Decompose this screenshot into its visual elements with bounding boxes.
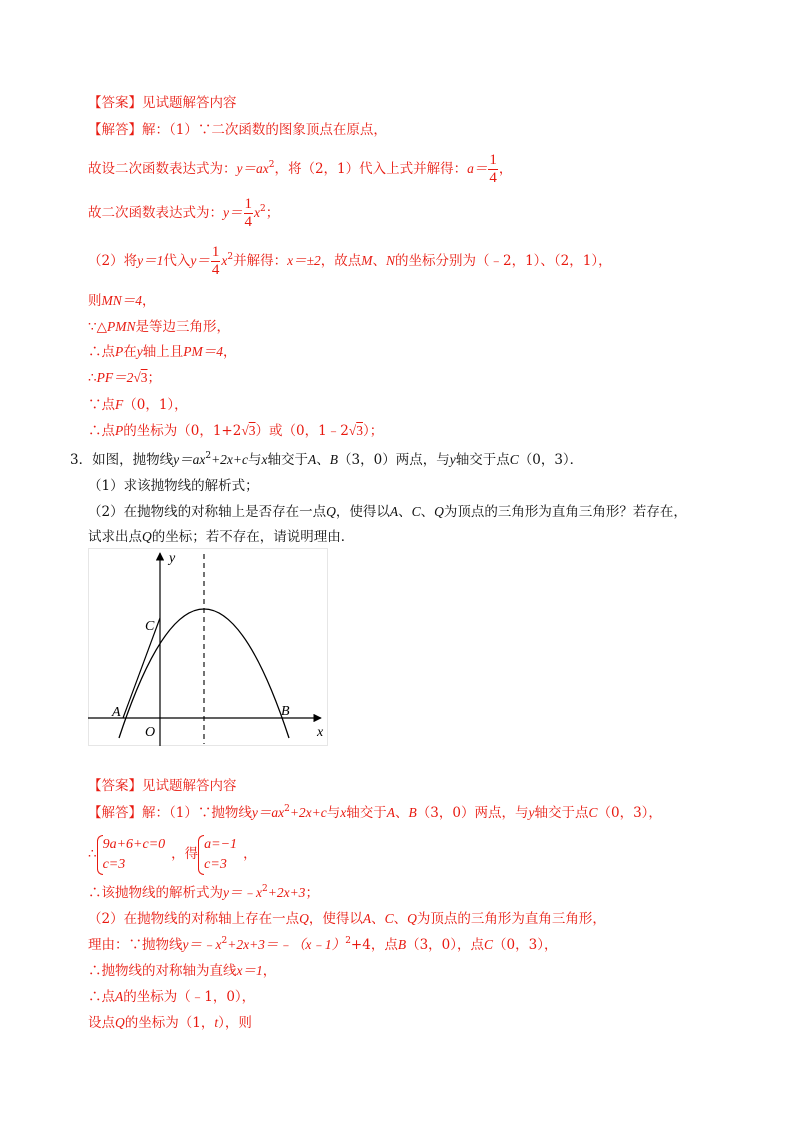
text: ）或（0，1﹣2 — [255, 423, 349, 439]
fraction — [211, 244, 221, 279]
radicand: 3 — [140, 370, 148, 385]
text: （0，3）， — [597, 805, 662, 821]
fraction-numerator: 1 — [489, 152, 497, 168]
text: ∵△ — [88, 319, 107, 335]
text: 的坐标为（1， — [124, 1015, 215, 1031]
variable: y — [449, 452, 456, 467]
text: ， — [243, 846, 257, 862]
text: 轴交于点 — [455, 452, 510, 468]
origin-label: O — [145, 725, 156, 740]
text: 并解得： — [233, 253, 288, 269]
radical-sign: √ — [241, 423, 249, 438]
text: 的坐标为（﹣1，0）， — [123, 989, 256, 1005]
solution-line-10 — [88, 422, 383, 440]
text: （3，0），点 — [406, 937, 485, 953]
formula: x＝±2 — [287, 253, 321, 268]
fraction-numerator: 1 — [244, 196, 252, 212]
formula: x＝1 — [236, 963, 263, 978]
equation-system-2 — [198, 835, 243, 875]
text: 解：（1）∵抛物线 — [142, 805, 252, 821]
point-label: A — [115, 989, 124, 1004]
answer-line — [88, 94, 237, 112]
solution-line-3 — [88, 196, 279, 230]
point-label: C — [484, 937, 494, 952]
equation-row: 9a+6+c=0 — [102, 836, 166, 852]
radicand: 3 — [248, 423, 256, 438]
fraction-numerator: 1 — [211, 244, 220, 260]
q3-solution-line-5 — [88, 936, 557, 954]
solution-line-9 — [88, 396, 188, 414]
variable: y — [136, 344, 143, 359]
q3-solution-line-7 — [88, 988, 255, 1006]
text: 为顶点的三角形为直角三角形， — [416, 911, 606, 927]
fraction-denominator: 4 — [211, 262, 220, 278]
text: ∴ — [88, 370, 97, 386]
point-label: A — [389, 504, 399, 519]
radical-sign: √ — [348, 423, 357, 438]
radicand: 3 — [356, 423, 363, 438]
radical — [349, 423, 363, 438]
radical — [241, 423, 255, 438]
exponent: 2 — [260, 204, 266, 214]
question-3-part-1 — [88, 477, 259, 495]
q3-solution-line-6 — [88, 962, 276, 980]
question-3-stem — [70, 451, 583, 469]
text: ， — [262, 963, 277, 979]
point-label: B — [329, 452, 339, 467]
point-label: B — [397, 937, 407, 952]
text: （3，0）两点，与 — [416, 805, 529, 821]
point-label: Q — [326, 504, 336, 519]
question-3-part-2 — [88, 503, 687, 521]
text: ，得 — [171, 846, 199, 862]
equation-row: a=−1 — [204, 836, 238, 852]
exponent: 2 — [268, 160, 275, 170]
text: 的坐标为（0，1+2 — [123, 423, 242, 439]
text: ， — [142, 293, 156, 309]
text: 与 — [248, 452, 262, 468]
text: 则 — [88, 293, 102, 309]
solution-tag: 【解答】 — [88, 805, 142, 821]
point-label: P — [115, 423, 124, 438]
text: ， — [223, 344, 237, 360]
text: ∴点 — [88, 989, 115, 1005]
text: （2）在抛物线的对称轴上是否存在一点 — [88, 504, 327, 520]
text: 、 — [371, 911, 385, 927]
fraction-denominator: 4 — [489, 170, 497, 186]
text: 轴交于点 — [534, 805, 589, 821]
text: ，使得以 — [308, 911, 363, 927]
solution-line-4 — [88, 244, 612, 278]
point-label: C — [411, 504, 421, 519]
point-a-label: A — [112, 705, 121, 720]
text: ； — [147, 370, 162, 386]
formula: y＝ax — [236, 161, 269, 176]
text: ； — [265, 205, 280, 221]
text: ）； — [362, 423, 384, 439]
text: 在 — [123, 344, 137, 360]
text: ∵点 — [88, 397, 115, 413]
y-axis-label: y — [169, 551, 176, 566]
text: 轴上且 — [142, 344, 184, 360]
formula: y＝﹣x — [223, 885, 262, 900]
variable: t — [214, 1015, 219, 1030]
q3-solution-line-3 — [88, 884, 319, 902]
text: +4，点 — [350, 937, 398, 953]
point-label: A — [386, 805, 396, 820]
formula: y＝﹣x — [182, 937, 222, 952]
text: （0，1）， — [123, 397, 188, 413]
formula: MN＝4 — [101, 293, 142, 308]
text: ∴点 — [88, 423, 115, 439]
variable: x — [254, 205, 260, 220]
formula: PM＝4 — [183, 344, 223, 359]
formula: PF＝2 — [96, 370, 134, 385]
point-label: Q — [299, 911, 309, 926]
text: ∴该抛物线的解析式为 — [88, 885, 223, 901]
text: 、 — [420, 504, 435, 520]
formula: y＝ax — [173, 452, 206, 467]
q3-solution-line-4 — [88, 910, 606, 928]
text: 的坐标分别为（﹣2，1）、（2，1）， — [395, 253, 612, 269]
answer-text: 见试题解答内容 — [142, 95, 237, 111]
q3-solution-line-8 — [88, 1014, 252, 1032]
question-3-part-2-cont — [88, 528, 354, 546]
text: ，使得以 — [335, 504, 390, 520]
text: （2）在抛物线的对称轴上存在一点 — [88, 911, 300, 927]
variable: x — [261, 452, 268, 467]
text: 故二次函数表达式为： — [88, 205, 223, 221]
q3-solution-line-2 — [88, 832, 257, 876]
point-label: Q — [142, 529, 152, 544]
equation-system-1 — [97, 835, 172, 875]
parabola-figure — [88, 548, 328, 746]
q3-answer-line — [88, 777, 237, 795]
point-label: A — [362, 911, 372, 926]
solution-line-2 — [88, 152, 512, 186]
variable: y — [528, 805, 535, 820]
point-label: C — [588, 805, 598, 820]
text: 的坐标；若不存在，请说明理由． — [151, 529, 355, 545]
point-c-label: C — [145, 619, 155, 634]
text: ，故点 — [320, 253, 362, 269]
text: 是等边三角形， — [135, 319, 230, 335]
point-b-label: B — [281, 704, 290, 719]
point-label: A — [308, 452, 317, 467]
q3-solution-line-1 — [88, 804, 662, 822]
radical-sign: √ — [133, 370, 141, 385]
therefore-symbol: ∴ — [88, 846, 97, 862]
text: ∴点 — [88, 344, 115, 360]
formula: +2x+3＝﹣（x﹣1） — [227, 937, 346, 952]
solution-line-8 — [88, 369, 161, 387]
text: 为顶点的三角形为直角三角形？若存在， — [443, 504, 687, 520]
text: 轴交于 — [267, 452, 309, 468]
text: 、 — [395, 805, 409, 821]
text: （0，3）． — [518, 452, 584, 468]
text: 试求出点 — [88, 529, 142, 545]
formula: +2x+c — [289, 805, 327, 820]
text: 轴交于 — [346, 805, 387, 821]
formula: y＝ — [223, 205, 243, 220]
text: 代入 — [163, 253, 191, 269]
text: （1）求该抛物线的解析式； — [88, 478, 259, 494]
answer-text: 见试题解答内容 — [142, 778, 237, 794]
exponent: 2 — [261, 884, 268, 894]
point-label: M — [361, 253, 373, 268]
exponent: 2 — [227, 252, 234, 262]
point-label: Q — [115, 1015, 125, 1030]
exponent: 2 — [345, 936, 351, 946]
text: 、 — [372, 253, 386, 269]
text: 、 — [393, 911, 408, 927]
exponent: 2 — [221, 936, 228, 946]
text: ， — [498, 161, 513, 177]
answer-tag: 【答案】 — [88, 95, 142, 111]
fraction — [488, 152, 498, 187]
point-label: Q — [434, 504, 444, 519]
fraction — [244, 196, 254, 231]
text: 理由：∵抛物线 — [88, 937, 183, 953]
text: 与 — [326, 805, 341, 821]
text: 、 — [316, 452, 330, 468]
solution-line-6 — [88, 318, 230, 336]
formula: y＝ — [190, 253, 210, 268]
text: ），则 — [218, 1015, 252, 1031]
x-axis-label: x — [317, 725, 324, 740]
text: （0，3）， — [493, 937, 558, 953]
solution-line-7 — [88, 343, 237, 361]
radical — [133, 370, 147, 385]
question-number: 3． — [70, 452, 93, 468]
text: （3，0）两点，与 — [338, 452, 450, 468]
point-label: N — [385, 253, 395, 268]
equation-row: c=3 — [102, 856, 126, 872]
answer-tag: 【答案】 — [88, 778, 142, 794]
formula: PMN — [106, 319, 136, 334]
text: （2）将 — [88, 253, 138, 269]
formula: +2x+3 — [267, 885, 306, 900]
solution-text: 解：（1）∵二次函数的图象顶点在原点， — [142, 122, 387, 138]
point-label: C — [509, 452, 519, 467]
point-label: C — [384, 911, 394, 926]
formula: a＝ — [467, 161, 488, 176]
point-label: P — [115, 344, 124, 359]
solution-tag: 【解答】 — [88, 122, 142, 138]
formula: y＝ax — [251, 805, 285, 820]
text: ，将（2，1）代入上式并解得： — [274, 161, 468, 177]
solution-line-1 — [88, 121, 387, 139]
solution-line-5 — [88, 292, 156, 310]
text: ； — [305, 885, 319, 901]
exponent: 2 — [284, 804, 290, 814]
exponent: 2 — [205, 451, 212, 461]
text: 如图，抛物线 — [92, 452, 174, 468]
text: 故设二次函数表达式为： — [88, 161, 237, 177]
formula: y＝1 — [137, 253, 164, 268]
equation-row: c=3 — [204, 856, 227, 872]
text: ∴抛物线的对称轴为直线 — [88, 963, 237, 979]
point-label: Q — [407, 911, 417, 926]
text: 、 — [398, 504, 412, 520]
variable: x — [340, 805, 347, 820]
fraction-denominator: 4 — [244, 214, 252, 230]
text: 设点 — [88, 1015, 115, 1031]
variable: x — [221, 253, 228, 268]
point-label: F — [115, 397, 124, 412]
point-label: B — [408, 805, 417, 820]
formula: +2x+c — [211, 452, 249, 467]
